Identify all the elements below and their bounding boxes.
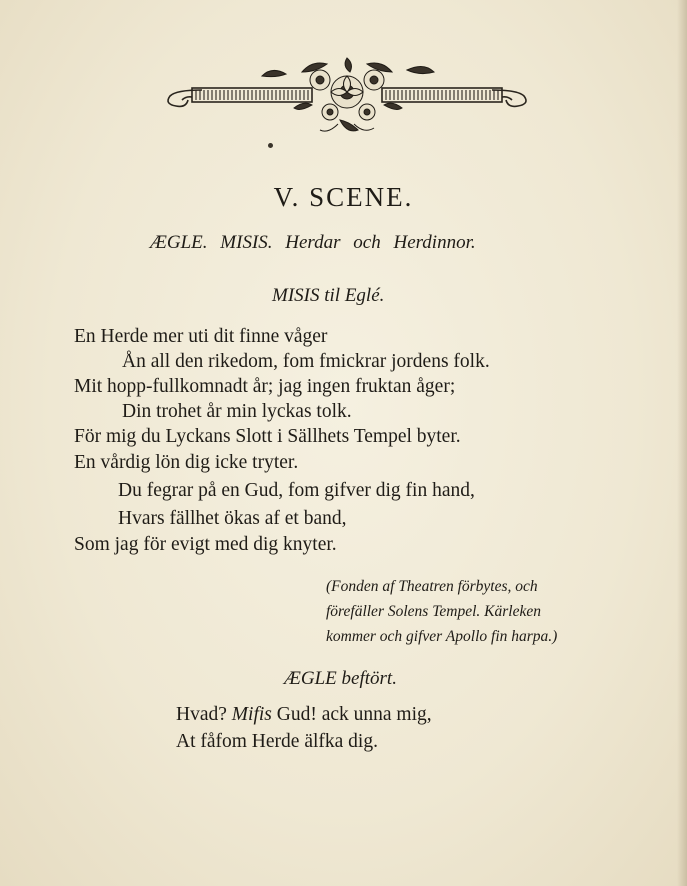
cast-och: och: [353, 232, 381, 253]
verse-line: [176, 704, 432, 726]
verse-word: Hvad?: [176, 704, 227, 725]
verse-line: Ån all den rikedom, fom fmickrar jordens folk.: [122, 351, 490, 372]
cast-aegle: ÆGLE.: [150, 232, 208, 253]
verse-line: Hvars fällhet ökas af et band,: [118, 508, 347, 529]
ink-dot: [268, 143, 273, 148]
page-edge-shadow: [677, 0, 687, 886]
verse-line: At fåfom Herde älfka dig.: [176, 731, 378, 752]
verse-line: Som jag för evigt med dig knyter.: [74, 534, 337, 555]
speaker-aegle: ÆGLE beftört.: [284, 668, 397, 689]
verse-line: Du fegrar på en Gud, fom gifver dig fin hand,: [118, 480, 475, 501]
verse-line: Mit hopp-fullkomnadt år; jag ingen fruktan åger;: [74, 376, 456, 397]
speaker-misis: MISIS til Eglé.: [272, 285, 385, 306]
cast-herdinnor: Herdinnor.: [393, 232, 476, 253]
cast-list: [150, 232, 484, 254]
verse-line: Din trohet år min lyckas tolk.: [122, 401, 352, 422]
verse-line: För mig du Lyckans Slott i Sällhets Tempel byter.: [74, 426, 461, 447]
verse-line: En Herde mer uti dit finne våger: [74, 326, 328, 347]
stage-direction-line: förefäller Solens Tempel. Kärleken: [326, 603, 541, 620]
floral-headpiece-ornament: [162, 50, 532, 138]
cast-misis: MISIS.: [220, 232, 273, 253]
verse-word: Gud! ack unna mig,: [276, 704, 432, 725]
cast-herdar: Herdar: [285, 232, 341, 253]
name-misis: Mifis: [231, 704, 272, 725]
stage-direction-line: (Fonden af Theatren förbytes, och: [326, 578, 538, 595]
verse-line: En vårdig lön dig icke tryter.: [74, 452, 299, 473]
scene-title: V. SCENE.: [273, 182, 414, 212]
stage-direction-line: kommer och gifver Apollo fin harpa.): [326, 628, 558, 645]
